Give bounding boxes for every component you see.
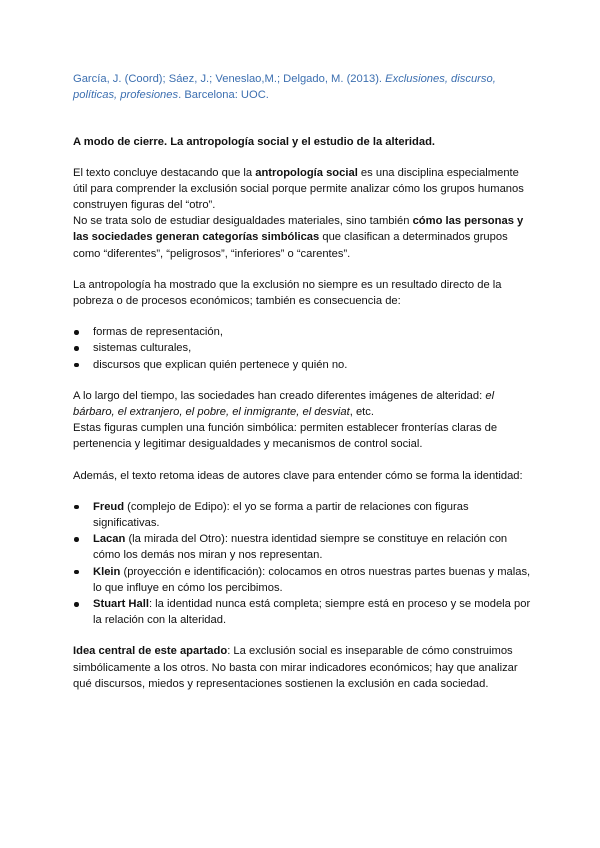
bibliographic-reference [73, 71, 533, 103]
conclusion-label: Idea central de este apartado [73, 645, 228, 658]
text-run: , etc. [349, 406, 374, 419]
paragraph-6: Además, el texto retoma ideas de autores clave para entender cómo se forma la identidad: [73, 469, 523, 482]
author-name: Stuart Hall [93, 598, 149, 611]
reference-publisher: . Barcelona: UOC. [178, 89, 269, 102]
paragraph-2 [73, 213, 533, 262]
list-item [73, 564, 533, 596]
bullet-list-factors [73, 324, 533, 373]
paragraph-5: Estas figuras cumplen una función simbólica: permiten establecer fronterías claras de pertenencia y legitimar desigualdades y mecanismos de control social. [73, 422, 498, 451]
list-item: formas de representación, [73, 324, 533, 340]
document-body [73, 71, 533, 707]
paragraph-1 [73, 165, 533, 214]
author-name: Lacan [93, 533, 126, 546]
paragraph-3: La antropología ha mostrado que la exclusión no siempre es un resultado directo de la pobreza o de procesos económicos; también es consecuencia de: [73, 278, 502, 308]
paragraph-4 [73, 388, 533, 420]
conclusion-paragraph [73, 643, 533, 692]
text-run: que clasifican a determinados grupos como “diferentes”, “peligrosos”, “inferiores” o “carentes”. [73, 231, 508, 260]
text-run: El texto concluye destacando que la [73, 166, 256, 179]
bold-term: antropología social [255, 166, 358, 179]
text-run: No se trata solo de estudiar desigualdades materiales, sino también [73, 215, 413, 228]
text-run: A lo largo del tiempo, las sociedades han creado diferentes imágenes de alteridad: [73, 389, 486, 402]
author-name: Freud [93, 500, 125, 513]
list-item: sistemas culturales, [73, 340, 533, 356]
list-item: discursos que explican quién pertenece y quién no. [73, 357, 533, 373]
bold-term: cómo las personas y las sociedades generan categorías simbólicas [73, 215, 524, 244]
list-item [73, 531, 533, 563]
italic-figures: el bárbaro, el extranjero, el pobre, el inmigrante, el desviat [73, 389, 495, 419]
author-idea: (complejo de Edipo): el yo se forma a partir de relaciones con figuras significativas. [93, 500, 469, 530]
section-heading: A modo de cierre. La antropología social y el estudio de la alteridad. [73, 136, 436, 149]
list-item [73, 596, 533, 628]
conclusion-text: : La exclusión social es inseparable de cómo construimos simbólicamente a los otros. No basta con mirar indicadores económicos; hay que analizar qué discursos, miedos y representaciones sostienen la exclusión en cada sociedad. [73, 645, 518, 690]
reference-authors: García, J. (Coord); Sáez, J.; Veneslao,M.; Delgado, M. (2013). [73, 73, 386, 85]
list-item [73, 499, 533, 531]
bullet-list-authors [73, 499, 533, 629]
reference-title: Exclusiones, discurso, políticas, profesiones [73, 73, 496, 102]
author-name: Klein [93, 565, 121, 578]
author-idea: (proyección e identificación): colocamos en otros nuestras partes buenas y malas, lo que influye en cómo los percibimos. [93, 565, 531, 594]
text-run: es una disciplina especialmente útil para comprender la exclusión social porque permite analizar cómo los grupos humanos construyen figuras del “otro”. [73, 166, 524, 212]
author-idea: : la identidad nunca está completa; siempre está en proceso y se modela por la relación con la alteridad. [93, 598, 531, 627]
author-idea: (la mirada del Otro): nuestra identidad siempre se constituye en relación con cómo los demás nos miran y nos representan. [93, 533, 508, 562]
